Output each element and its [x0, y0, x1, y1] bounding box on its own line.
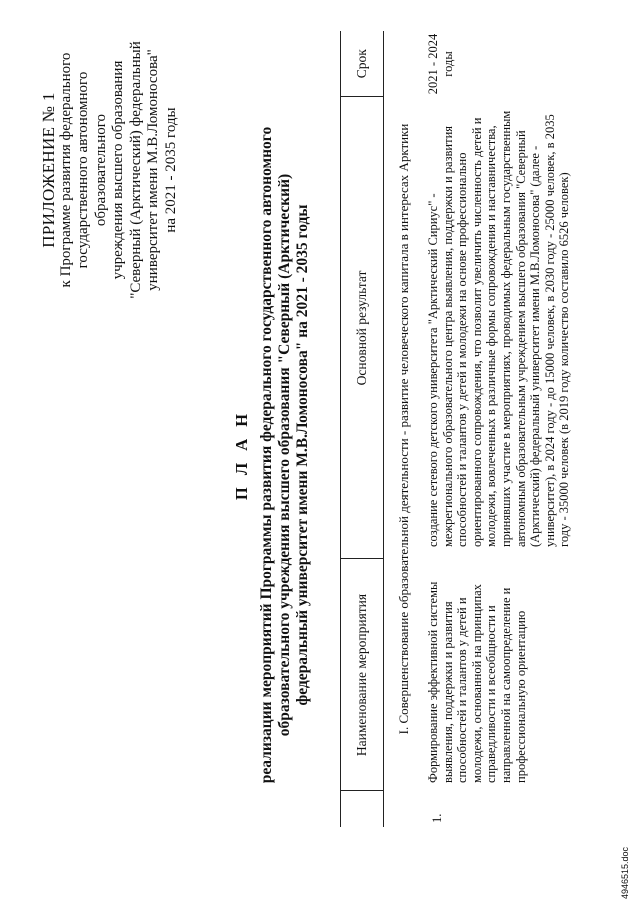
row-term-years: 2021 - 2024 [426, 33, 440, 95]
appendix-line: к Программе развития федерального [57, 52, 74, 288]
row-event-name: Формирование эффективной системы выявления, поддержки и развития способностей и талантов у детей и молодежи, основанной на принципах справедливости и всеобщности и направленной на самоопределение и профессиональную ориентацию [426, 581, 528, 783]
header-term: Срок [341, 31, 384, 97]
table-header-row [341, 31, 384, 827]
appendix-line: "Северный (Арктический) федеральный [127, 41, 144, 299]
document-id: 4946515.doc [620, 846, 630, 899]
plan-subtitle-line: образовательного учреждения высшего образования "Северный (Арктический) [276, 173, 293, 737]
row-term-unit: годы [441, 51, 455, 77]
appendix-line: на 2021 - 2035 годы [162, 107, 179, 233]
plan-subtitle [258, 105, 312, 805]
plan-subtitle-line: федеральный университет имени М.В.Ломоносова" на 2021 - 2035 годы [294, 204, 311, 706]
appendix-line: государственного автономного образовательного [75, 71, 109, 269]
header-result: Основной результат [341, 97, 384, 559]
appendix-line: учреждения высшего образования [110, 60, 126, 280]
row-term [426, 31, 572, 97]
appendix-line: университет имени М.В.Ломоносова" [145, 49, 161, 291]
plan-heading: П Л А Н [232, 409, 251, 501]
plan-table [340, 31, 572, 827]
header-name: Наименование мероприятия [341, 559, 384, 791]
section-title: I. Совершенствование образовательной деятельности - развитие человеческого капитала в интересах Арктики [396, 123, 411, 735]
row-number: 1. [430, 813, 444, 823]
section-row [384, 31, 427, 827]
appendix-block [40, 15, 180, 325]
row-main-result: создание сетевого детского университета "Арктический Сириус" - межрегионального образовательного центра выявления, поддержки и развития способностей и талантов у детей и молодежи на основе профессионально ориентированного сопровождения, что позволит увеличить численность детей и молодежи, вовлеченных в различные формы сопровождения и наставничества, принявших участие в мероприятиях, проводимых федеральным государственным автономным образовательным учреждением высшего образования "Северный (Арктический) федеральный университет имени М.В.Ломоносова" (далее - университет), в 2024 году - до 15000 человек, в 2030 году - 25000 человек, в 2035 году - 35000 человек (в 2019 году количество составило 6526 человек) [426, 110, 572, 547]
table-row [426, 31, 572, 827]
plan-subtitle-line: реализации мероприятий Программы развития федерального государственного автономного [258, 126, 275, 784]
header-num [341, 791, 384, 827]
appendix-title: ПРИЛОЖЕНИЕ № 1 [39, 92, 58, 248]
